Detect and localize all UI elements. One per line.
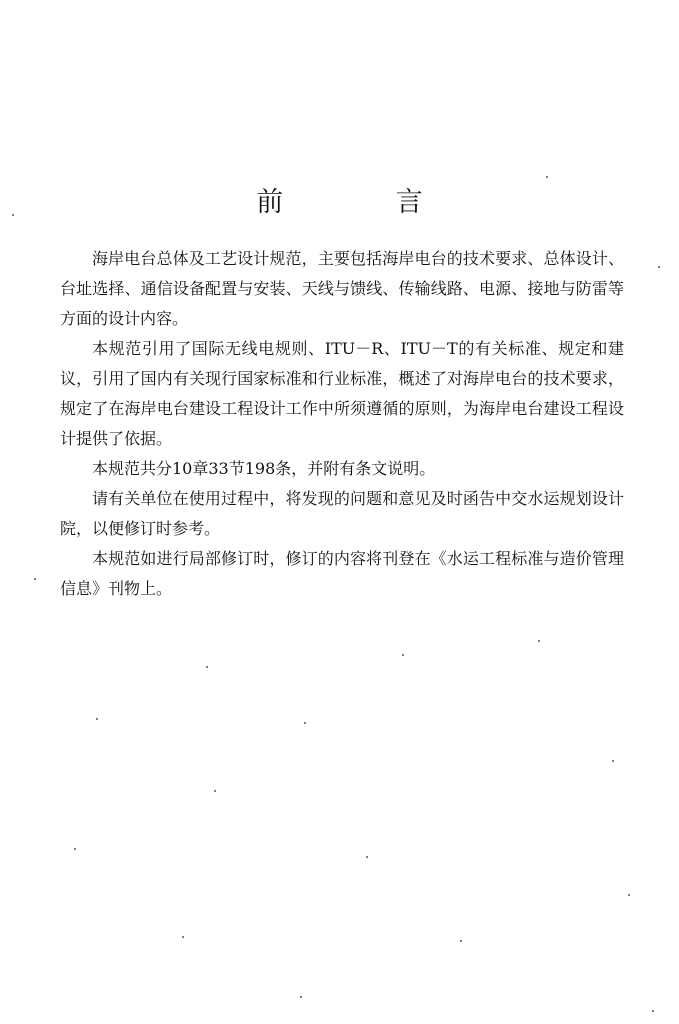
paragraph-scope: 海岸电台总体及工艺设计规范，主要包括海岸电台的技术要求、总体设计、台址选择、通信设备配置与安装、天线与馈线、传输线路、电源、接地与防雷等方面的设计内容。	[60, 249, 624, 328]
scan-speck	[304, 722, 306, 724]
paragraph-structure: 本规范共分10章33节198条，并附有条文说明。	[92, 459, 436, 478]
scan-speck	[206, 666, 208, 668]
scan-speck	[546, 176, 548, 178]
paragraph-references: 本规范引用了国际无线电规则、ITU－R、ITU－T的有关标准、规定和建议，引用了国内有关现行国家标准和行业标准，概述了对海岸电台的技术要求，规定了在海岸电台建设工程设计工作中所须遵循的原则，为海岸电台建设工程设计提供了依据。	[60, 339, 624, 448]
scan-speck	[214, 790, 216, 792]
scan-speck	[300, 996, 302, 998]
scan-speck	[74, 848, 76, 850]
scan-speck	[538, 640, 540, 642]
scan-speck	[34, 578, 36, 580]
paragraph-revision: 本规范如进行局部修订时，修订的内容将刊登在《水运工程标准与造价管理信息》刊物上。	[60, 549, 624, 598]
scan-speck	[402, 654, 404, 656]
scan-speck	[460, 940, 462, 942]
scan-speck	[96, 718, 98, 720]
preface-body	[60, 244, 624, 604]
scan-speck	[12, 214, 14, 216]
page-title: 前 言	[256, 187, 475, 218]
scan-speck	[652, 1010, 654, 1012]
scan-speck	[628, 894, 630, 896]
paragraph-feedback: 请有关单位在使用过程中，将发现的问题和意见及时函告中交水运规划设计院，以便修订时参考。	[60, 489, 624, 538]
scan-speck	[366, 856, 368, 858]
scan-speck	[658, 266, 660, 268]
scan-speck	[182, 936, 184, 938]
scan-speck	[612, 760, 614, 762]
